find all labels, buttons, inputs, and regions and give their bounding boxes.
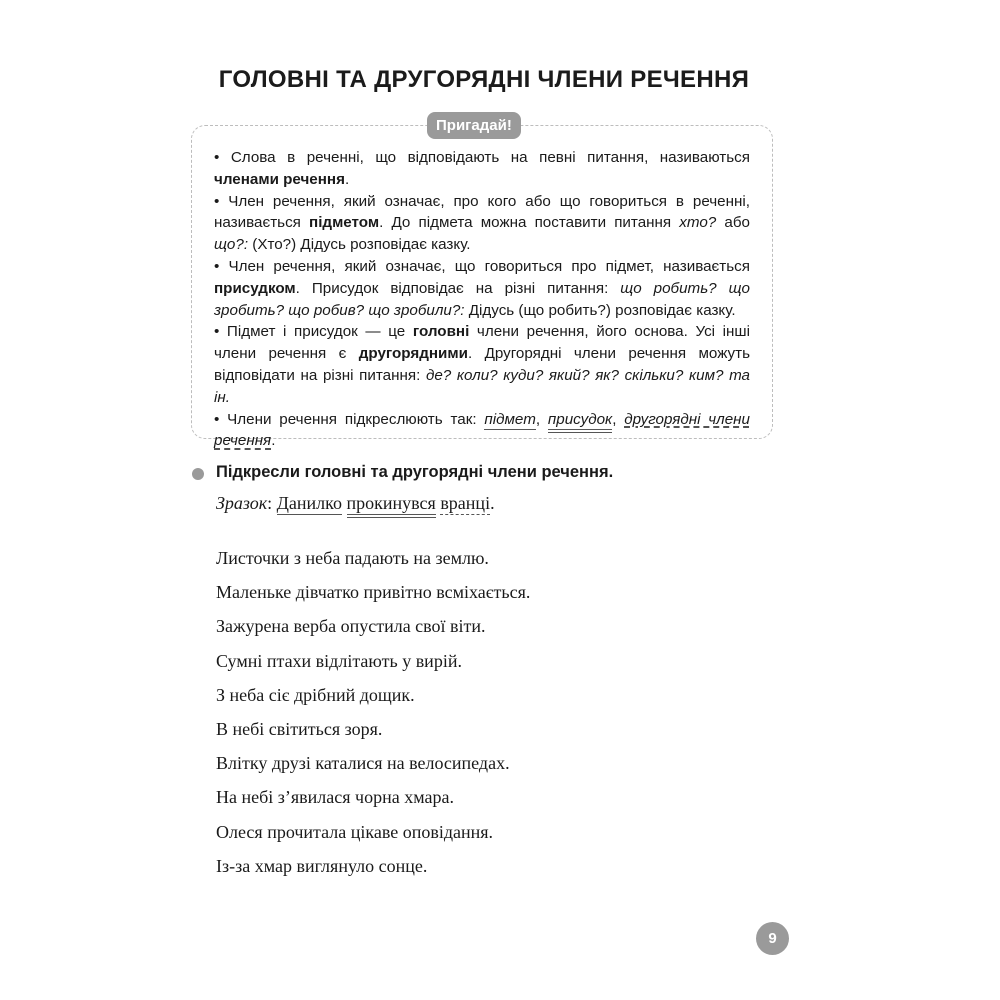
exercise-sentence[interactable]: На небі з’явилася чорна хмара. [216, 787, 454, 808]
exercise-sentence[interactable]: Олеся прочитала цікаве оповідання. [216, 821, 494, 842]
text: • Член речення, який означає, про кого або що говориться в реченні, називається [214, 192, 750, 232]
remind-text [214, 147, 750, 452]
remind-badge: Пригадай! [427, 112, 521, 139]
sample-subject: Данилко [276, 493, 342, 513]
text: , [535, 410, 548, 428]
exercise-sentence[interactable]: Сумні птахи відлітають у вирій. [216, 650, 462, 671]
text: • Члени речення підкреслюють так: [214, 410, 485, 428]
sample-label: Зразок [216, 493, 268, 513]
remind-paragraph-2 [214, 191, 750, 256]
italic-question: хто? [679, 214, 717, 232]
italic-question: де? коли? куди? який? як? скільки? ким? та ін. [214, 366, 751, 406]
text: , [612, 410, 625, 428]
task-instruction: Підкресли головні та другорядні члени речення. [216, 463, 614, 481]
text: • Підмет і присудок — це [214, 323, 413, 341]
text: . Присудок відповідає на різні питання: [295, 279, 621, 297]
remind-paragraph-1 [214, 147, 750, 191]
bold-term: головні [412, 323, 470, 341]
exercise-sentences [216, 548, 530, 890]
text: члени речення, його основа. Усі інші члени речення є [214, 323, 750, 363]
secondary-example: другорядні члени речення [214, 410, 750, 450]
bold-term: підметом [309, 214, 380, 232]
task-bullet-icon [192, 468, 204, 480]
exercise-sentence[interactable]: Зажурена верба опустила свої віти. [216, 616, 486, 637]
page-title: ГОЛОВНІ ТА ДРУГОРЯДНІ ЧЛЕНИ РЕЧЕННЯ [218, 66, 750, 93]
text: . [344, 170, 350, 188]
remind-paragraph-5 [214, 409, 750, 453]
text: : [267, 493, 277, 513]
remind-paragraph-4 [214, 321, 750, 408]
text: . До підмета можна поставити питання [379, 214, 680, 232]
text: . [271, 432, 276, 450]
remind-paragraph-3 [214, 256, 750, 321]
exercise-sentence[interactable]: Із-за хмар виглянуло сонце. [216, 855, 428, 876]
exercise-sentence[interactable]: Маленьке дівчатко привітно всміхається. [216, 582, 531, 603]
exercise-sentence[interactable]: Влітку друзі каталися на велосипедах. [216, 753, 510, 774]
bold-term: присудком [214, 279, 296, 297]
sample-sentence [216, 493, 495, 514]
italic-question: що?: [214, 236, 249, 254]
exercise-sentence[interactable]: Листочки з неба падають на землю. [216, 548, 489, 568]
italic-question: що робить? що зробить? що робив? що зробили?: [214, 279, 750, 319]
text: . Другорядні члени речення можуть відповідати на різні питання: [214, 345, 750, 384]
exercise-sentence[interactable]: З неба сіє дрібний дощик. [216, 684, 415, 705]
predicate-example: присудок [548, 411, 612, 433]
text: або [716, 214, 750, 232]
bold-term: членами речення [214, 170, 345, 188]
exercise-sentence[interactable]: В небі світиться зоря. [216, 718, 383, 739]
text: Дідусь (що робить?) розповідає казку. [464, 301, 736, 319]
sample-predicate: прокинувся [347, 493, 436, 518]
page-number: 9 [756, 922, 789, 955]
bold-term: другорядними [358, 345, 468, 363]
text: (Хто?) Дідусь розповідає казку. [248, 236, 471, 254]
text: • Член речення, який означає, що говориться про підмет, називається [214, 257, 750, 275]
sample-secondary: вранці [440, 493, 491, 513]
text: . [490, 493, 495, 513]
text: • Слова в реченні, що відповідають на певні питання, називаються [214, 149, 750, 166]
subject-example: підмет [484, 410, 536, 428]
